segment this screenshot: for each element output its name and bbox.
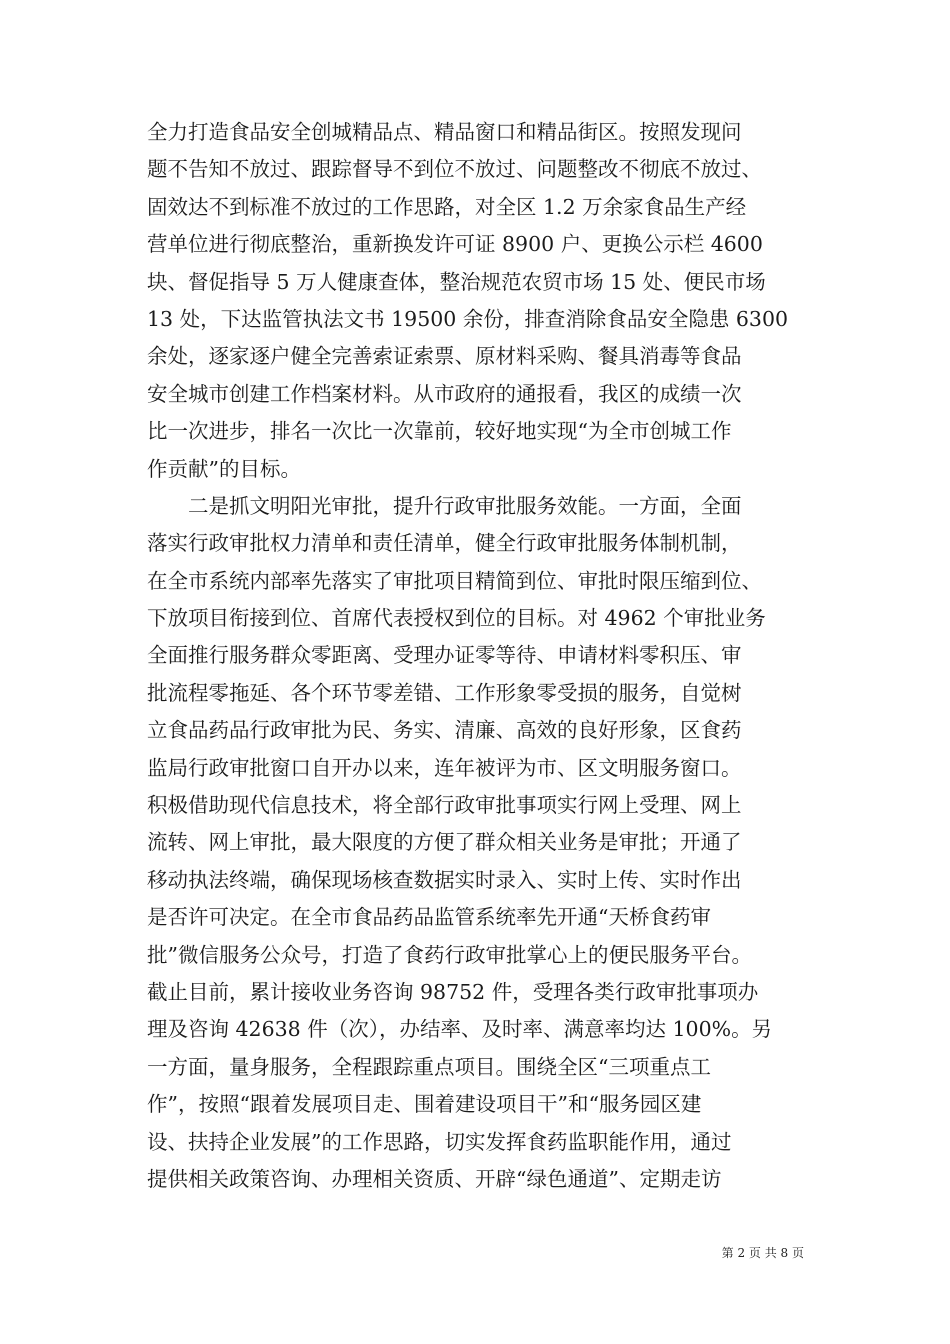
text-line: 理及咨询 42638 件（次），办结率、及时率、满意率均达 100%。另 [147,1017,773,1042]
text-line: 积极借助现代信息技术，将全部行政审批事项实行网上受理、网上 [147,793,742,818]
text-line: 落实行政审批权力清单和责任清单，健全行政审批服务体制机制， [147,531,742,556]
text-line: 题不告知不放过、跟踪督导不到位不放过、问题整改不彻底不放过、 [147,157,762,182]
text-line: 比一次进步，排名一次比一次靠前，较好地实现“为全市创城工作 [147,419,732,444]
text-line: 全力打造食品安全创城精品点、精品窗口和精品街区。按照发现问 [147,120,742,144]
text-line: 批”微信服务公众号，打造了食药行政审批掌心上的便民服务平台。 [147,942,752,967]
text-line: 块、督促指导 5 万人健康查体，整治规范农贸市场 15 处、便民市场 [147,269,766,294]
paragraph-start-line: 二是抓文明阳光审批，提升行政审批服务效能。一方面，全面 [147,493,742,518]
text-line: 一方面，量身服务，全程跟踪重点项目。围绕全区“三项重点工 [147,1054,711,1079]
text-line: 移动执法终端，确保现场核查数据实时录入、实时上传、实时作出 [147,867,742,892]
text-line: 固效达不到标准不放过的工作思路，对全区 1.2 万余家食品生产经 [147,194,747,219]
text-line: 设、扶持企业发展”的工作思路，切实发挥食药监职能作用，通过 [147,1129,732,1154]
text-line: 安全城市创建工作档案材料。从市政府的通报看，我区的成绩一次 [147,381,742,406]
text-line: 全面推行服务群众零距离、受理办证零等待、申请材料零积压、审 [147,643,742,668]
text-line: 监局行政审批窗口自开办以来，连年被评为市、区文明服务窗口。 [147,755,742,780]
text-line: 13 处，下达监管执法文书 19500 余份，排查消除食品安全隐患 6300 [147,306,789,331]
text-line: 提供相关政策咨询、办理相关资质、开辟“绿色通道”、定期走访 [147,1166,722,1191]
text-line: 立食品药品行政审批为民、务实、清廉、高效的良好形象，区食药 [147,718,742,743]
text-line: 作贡献”的目标。 [147,456,301,481]
text-line: 作”，按照“跟着发展项目走、围着建设项目干”和“服务园区建 [147,1092,702,1117]
text-line: 流转、网上审批，最大限度的方便了群众相关业务是审批；开通了 [147,830,742,855]
text-line: 营单位进行彻底整治，重新换发许可证 8900 户、更换公示栏 4600 [147,232,763,257]
text-line: 在全市系统内部率先落实了审批项目精简到位、审批时限压缩到位、 [147,568,762,593]
text-line: 余处，逐家逐户健全完善索证索票、原材料采购、餐具消毒等食品 [147,344,742,369]
text-line: 是否许可决定。在全市食品药品监管系统率先开通“天桥食药审 [147,905,711,930]
page-number-footer: 第 2 页 共 8 页 [721,1246,804,1260]
document-body [147,114,807,1198]
text-line: 截止目前，累计接收业务咨询 98752 件，受理各类行政审批事项办 [147,979,759,1004]
text-line: 下放项目衔接到位、首席代表授权到位的目标。对 4962 个审批业务 [147,606,766,631]
text-line: 批流程零拖延、各个环节零差错、工作形象零受损的服务，自觉树 [147,680,742,705]
